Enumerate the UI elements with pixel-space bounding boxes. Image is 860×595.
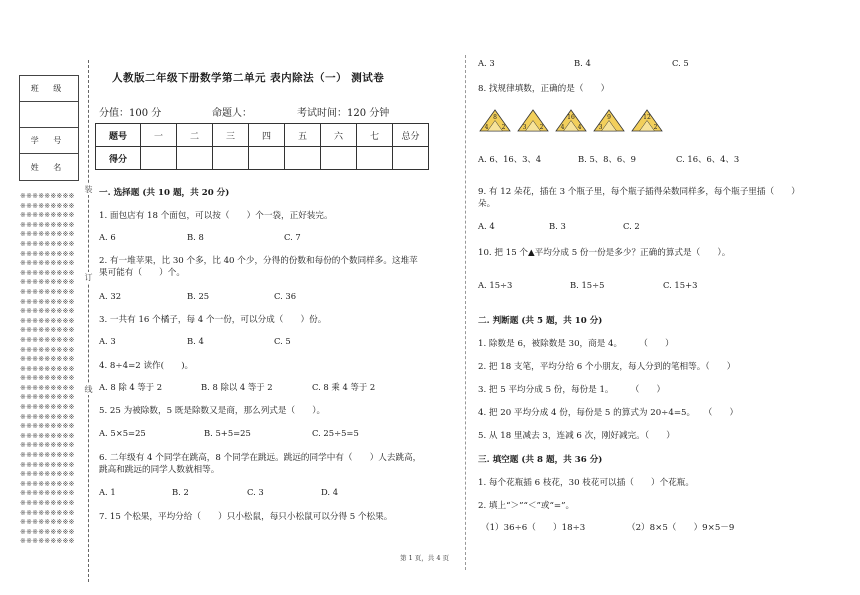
question-4: 4. 8÷4=2 读作( )。 bbox=[99, 361, 194, 371]
q1-option-b[interactable]: B. 8 bbox=[187, 232, 204, 242]
score-input-cell[interactable] bbox=[213, 147, 249, 170]
triangle-1 bbox=[480, 110, 510, 131]
fill-1: 1. 每个花瓶插 6 枝花，30 枝花可以插（ ）个花瓶。 bbox=[478, 478, 694, 488]
score-cell: 一 bbox=[141, 124, 177, 147]
judge-5: 5. 从 18 里减去 3，连减 6 次，刚好减完。（ ） bbox=[478, 431, 675, 441]
q6-option-b[interactable]: B. 2 bbox=[172, 487, 189, 497]
judge-2: 2. 把 18 支笔，平均分给 6 个小朋友，每人分到的笔相等。（ ） bbox=[478, 362, 736, 372]
q5-option-a[interactable]: A. 5×5=25 bbox=[99, 428, 146, 438]
triangle-5-top: 12 bbox=[643, 114, 651, 121]
question-1: 1. 面包店有 18 个面包，可以按（ ）个一袋，正好装完。 bbox=[99, 211, 333, 221]
q7-option-a[interactable]: A. 3 bbox=[478, 58, 495, 68]
q2-option-b[interactable]: B. 25 bbox=[187, 291, 210, 301]
score-table bbox=[95, 123, 429, 170]
q7-option-b[interactable]: B. 4 bbox=[574, 58, 591, 68]
q8-option-b[interactable]: B. 5、8、6、9 bbox=[578, 154, 636, 164]
fill-2-part-1: （1）36÷6（ ）18÷3 bbox=[481, 523, 586, 533]
score-table-header-row bbox=[96, 124, 429, 147]
triangle-3-left: 4 bbox=[560, 124, 565, 131]
triangle-4-top: 9 bbox=[607, 114, 611, 121]
q2-option-a[interactable]: A. 32 bbox=[99, 291, 122, 301]
q5-option-c[interactable]: C. 25÷5=5 bbox=[312, 428, 359, 438]
score-cell: 五 bbox=[285, 124, 321, 147]
page-footer: 第 1 页，共 4 页 bbox=[400, 554, 450, 562]
score-cell: 总分 bbox=[393, 124, 429, 147]
q1-option-a[interactable]: A. 6 bbox=[99, 232, 116, 242]
question-8: 8. 找规律填数，正确的是（ ） bbox=[478, 84, 610, 94]
question-2-line1: 2. 有一堆苹果，比 30 个多，比 40 个少，分得的份数和每份的个数同样多。这堆苹 bbox=[99, 256, 418, 266]
q6-option-d[interactable]: D. 4 bbox=[321, 487, 339, 497]
exam-time: 考试时间：120 分钟 bbox=[297, 108, 390, 119]
triangle-1-right: 2 bbox=[501, 124, 506, 131]
score-input-cell[interactable] bbox=[321, 147, 357, 170]
triangle-5 bbox=[632, 110, 662, 131]
class-blank[interactable] bbox=[20, 102, 78, 128]
binding-char-xian: 线 bbox=[84, 385, 93, 394]
triangle-4-left: 3 bbox=[598, 124, 603, 131]
name-field: 姓 名 bbox=[30, 162, 68, 172]
triangle-4 bbox=[594, 110, 624, 131]
q8-option-a[interactable]: A. 6、16、3、4 bbox=[478, 154, 542, 164]
score-cell: 题号 bbox=[96, 124, 141, 147]
question-9-line2: 朵。 bbox=[478, 199, 496, 209]
q10-option-b[interactable]: B. 15÷5 bbox=[570, 280, 605, 290]
q4-option-a[interactable]: A. 8 除 4 等于 2 bbox=[99, 382, 163, 392]
section-fill-title: 三. 填空题 (共 8 题，共 36 分) bbox=[478, 455, 603, 465]
class-field: 班 级 bbox=[20, 76, 78, 102]
score-value: 分值：100 分 bbox=[99, 108, 162, 119]
score-cell: 三 bbox=[213, 124, 249, 147]
student-number-field: 学 号 bbox=[20, 128, 78, 154]
q9-option-b[interactable]: B. 3 bbox=[549, 221, 566, 231]
triangle-3-top: 16 bbox=[567, 114, 575, 121]
q3-option-a[interactable]: A. 3 bbox=[99, 336, 116, 346]
question-2-line2: 果可能有（ ）个。 bbox=[99, 268, 185, 278]
triangle-1-top: 8 bbox=[493, 114, 497, 121]
q10-option-a[interactable]: A. 15÷3 bbox=[478, 280, 513, 290]
question-3: 3. 一共有 16 个橘子，每 4 个一份，可以分成（ ）份。 bbox=[99, 315, 327, 325]
score-row-label: 得分 bbox=[96, 147, 141, 170]
score-input-cell[interactable] bbox=[357, 147, 393, 170]
triangle-5-right: 2 bbox=[653, 124, 658, 131]
seal-pattern: ※※※※※※※※※※※※※※※※※※※※※※※※※※※※※※※※※※※※※※※※※※※※※※※※※※※※※※※※※※※※※※※※※※※※※※※※※※※※※※※※※※※※※※※※※※※※※※※※※※※※※※※※※※※※※※※※※※※※※※※※※※※※※※※※※※※※※※※※※※※※※※※※※※※※※※※※※※※※※※※※※※※※※※※※※※※※※※※※※※※※※※※※※※※※※※※※※※※※※※※※※※※※※※※※※※※※※※※※※※※※※※※※※※※※※※※※※※※※※※※※※※※※※※※※※※※※※※※※※※※※※※※※※※※※※※※※※※※※※※※※※※※※※※※※※※※※※※※※※※※※※※※※※※※※※※※※※※※※※※※※※※※※※※※※※※※※※ bbox=[20, 192, 75, 546]
q6-option-c[interactable]: C. 3 bbox=[247, 487, 264, 497]
q2-option-c[interactable]: C. 36 bbox=[274, 291, 297, 301]
score-input-cell[interactable] bbox=[141, 147, 177, 170]
triangle-3 bbox=[556, 110, 586, 131]
judge-1: 1. 除数是 6，被除数是 30，商是 4。 （ ） bbox=[478, 339, 674, 349]
score-input-cell[interactable] bbox=[393, 147, 429, 170]
triangle-2 bbox=[518, 110, 548, 131]
question-5: 5. 25 为被除数，5 既是除数又是商，那么列式是（ ）。 bbox=[99, 406, 326, 416]
triangle-1-left: 4 bbox=[484, 124, 489, 131]
triangle-3-right: 4 bbox=[577, 124, 582, 131]
q4-option-b[interactable]: B. 8 除以 4 等于 2 bbox=[201, 382, 273, 392]
judge-3: 3. 把 5 平均分成 5 份，每份是 1。 （ ） bbox=[478, 385, 666, 395]
question-6-line2: 跳高和跳远的同学人数就相等。 bbox=[99, 465, 220, 475]
column-divider bbox=[465, 55, 466, 570]
question-7: 7. 15 个松果，平均分给（ ）只小松鼠，每只小松鼠可以分得 5 个松果。 bbox=[99, 512, 393, 522]
score-cell: 六 bbox=[321, 124, 357, 147]
q7-option-c[interactable]: C. 5 bbox=[672, 58, 689, 68]
judge-4: 4. 把 20 平均分成 4 份，每份是 5 的算式为 20÷4=5。 （ ） bbox=[478, 408, 739, 418]
score-cell: 四 bbox=[249, 124, 285, 147]
fill-2-part-2: （2）8×5（ ）9×5－9 bbox=[627, 523, 735, 533]
q1-option-c[interactable]: C. 7 bbox=[284, 232, 301, 242]
pattern-triangles bbox=[478, 108, 678, 132]
question-9-line1: 9. 有 12 朵花，插在 3 个瓶子里，每个瓶子插得朵数同样多，每个瓶子里插（ ） bbox=[478, 187, 800, 197]
binding-line bbox=[88, 60, 89, 582]
question-6-line1: 6. 二年级有 4 个同学在跳高，8 个同学在跳远。跳远的同学中有（ ）人去跳高， bbox=[99, 453, 422, 463]
section-judge-title: 二. 判断题 (共 5 题，共 10 分) bbox=[478, 316, 603, 326]
q3-option-c[interactable]: C. 5 bbox=[274, 336, 291, 346]
score-table-score-row bbox=[96, 147, 429, 170]
triangle-2-right: 2 bbox=[539, 124, 544, 131]
page-title: 人教版二年级下册数学第二单元 表内除法（一） 测试卷 bbox=[112, 72, 385, 84]
q3-option-b[interactable]: B. 4 bbox=[187, 336, 204, 346]
q8-option-c[interactable]: C. 16、6、4、3 bbox=[676, 154, 740, 164]
triangle-2-left: 3 bbox=[522, 124, 527, 131]
binding-char-ding: 订 bbox=[84, 273, 93, 282]
q6-option-a[interactable]: A. 1 bbox=[99, 487, 116, 497]
score-cell: 二 bbox=[177, 124, 213, 147]
section-choice-title: 一. 选择题 (共 10 题，共 20 分) bbox=[99, 188, 230, 198]
score-input-cell[interactable] bbox=[285, 147, 321, 170]
q4-option-c[interactable]: C. 8 乘 4 等于 2 bbox=[312, 382, 376, 392]
score-input-cell[interactable] bbox=[249, 147, 285, 170]
q5-option-b[interactable]: B. 5+5=25 bbox=[204, 428, 251, 438]
author-label: 命题人： bbox=[212, 108, 252, 119]
student-info-box bbox=[19, 75, 79, 181]
score-input-cell[interactable] bbox=[177, 147, 213, 170]
q9-option-c[interactable]: C. 2 bbox=[623, 221, 640, 231]
binding-char-zhuang: 装 bbox=[84, 185, 93, 194]
q10-option-c[interactable]: C. 15+3 bbox=[663, 280, 698, 290]
fill-2: 2. 填上“＞”“＜”或“=”。 bbox=[478, 501, 575, 511]
score-cell: 七 bbox=[357, 124, 393, 147]
question-10: 10. 把 15 个▲平均分成 5 份一份是多少？正确的算式是（ ）。 bbox=[478, 248, 731, 258]
q9-option-a[interactable]: A. 4 bbox=[478, 221, 495, 231]
